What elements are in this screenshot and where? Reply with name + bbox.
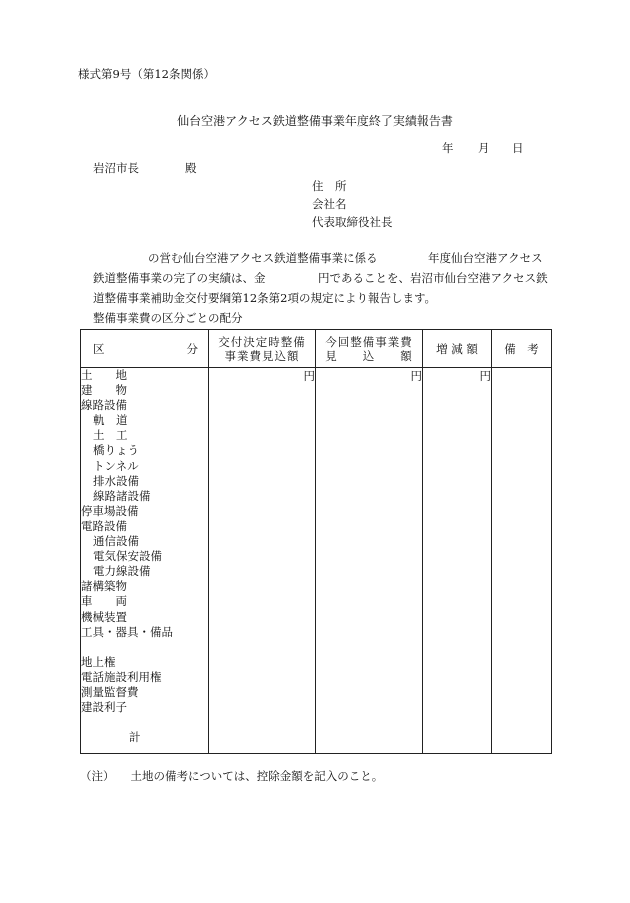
item-list (81, 368, 209, 754)
footnote-text: 土地の備考については、控除金額を記入のこと。 (130, 769, 384, 783)
initial-estimate-cell[interactable] (209, 368, 316, 754)
form-number: 様式第9号（第12条関係） (78, 67, 215, 81)
list-item: 通信設備 (93, 534, 139, 549)
sender-company-label: 会社名 (312, 197, 347, 211)
list-item: 諸構築物 (81, 579, 127, 594)
list-item: 軌 道 (93, 413, 128, 428)
table-header-row (81, 330, 552, 368)
table-caption: 整備事業費の区分ごとの配分 (93, 311, 243, 325)
addressee-name: 岩沼市長 (93, 161, 139, 175)
body-line-2a: 鉄道整備事業の完了の実績は、金 (93, 271, 266, 285)
footnote (80, 768, 383, 784)
header-initial-estimate (209, 330, 316, 368)
list-item: 電話施設利用権 (81, 669, 162, 684)
current-estimate-cell[interactable] (316, 368, 423, 754)
header-initial-estimate-line2: 事業費見込額 (224, 348, 300, 363)
date-day-label: 日 (512, 141, 524, 155)
list-item: 測量監督費 (81, 684, 139, 699)
header-current-estimate-line1: 今回整備事業費 (325, 334, 413, 349)
yen-unit: 円 (479, 369, 491, 383)
list-item: 排水設備 (93, 473, 139, 488)
body-line-3: 道整備事業補助金交付要綱第12条第2項の規定により報告します。 (93, 291, 437, 305)
expense-table (80, 329, 552, 754)
body-line-2 (93, 270, 548, 286)
sender-address-label: 住 所 (312, 179, 347, 193)
header-kubun-right: 分 (186, 341, 198, 356)
list-item: 建 物 (81, 383, 127, 398)
list-item: 線路諸設備 (93, 488, 151, 503)
body-line-1b: 年度仙台空港アクセス (428, 251, 543, 265)
list-item: 電路設備 (81, 518, 127, 533)
yen-unit: 円 (410, 369, 422, 383)
list-item: 線路設備 (81, 398, 127, 413)
header-initial-estimate-line1: 交付決定時整備 (218, 334, 306, 349)
remarks-cell[interactable] (492, 368, 552, 754)
list-item: 土 工 (93, 428, 128, 443)
total-label: 計 (129, 730, 141, 745)
body-line-2b: 円であることを、岩沼市仙台空港アクセス鉄 (318, 271, 548, 285)
date-month-label: 月 (478, 141, 490, 155)
list-item: 停車場設備 (81, 503, 139, 518)
header-change: 増 減 額 (423, 330, 492, 368)
yen-unit: 円 (303, 369, 315, 383)
header-current-estimate (316, 330, 423, 368)
header-kubun-left: 区 (93, 341, 105, 356)
list-item: 土 地 (81, 368, 127, 382)
list-item: 工具・器具・備品 (81, 624, 173, 639)
addressee (93, 160, 197, 176)
footnote-mark: （注） (80, 769, 115, 783)
document-title: 仙台空港アクセス鉄道整備事業年度終了実績報告書 (177, 114, 453, 128)
addressee-honorific: 殿 (185, 161, 197, 175)
list-item: 地上権 (81, 654, 116, 669)
header-current-estimate-line2: 見 込 額 (325, 348, 413, 363)
header-remarks: 備 考 (492, 330, 552, 368)
list-item: 電力線設備 (93, 564, 151, 579)
table-body-row (81, 368, 552, 754)
list-item: 機械装置 (81, 609, 127, 624)
header-kubun (81, 330, 209, 368)
list-item: 電気保安設備 (93, 549, 162, 564)
spacer (81, 715, 208, 730)
change-cell[interactable] (423, 368, 492, 754)
body-line-1a: の営む仙台空港アクセス鉄道整備事業に係る (148, 251, 378, 265)
list-item: トンネル (93, 458, 139, 473)
date-year-label: 年 (442, 141, 454, 155)
sender-representative-label: 代表取締役社長 (312, 215, 393, 229)
spacer (81, 640, 208, 655)
list-item: 車 両 (81, 594, 127, 609)
list-item: 橋りょう (93, 443, 139, 458)
list-item: 建設利子 (81, 700, 127, 715)
